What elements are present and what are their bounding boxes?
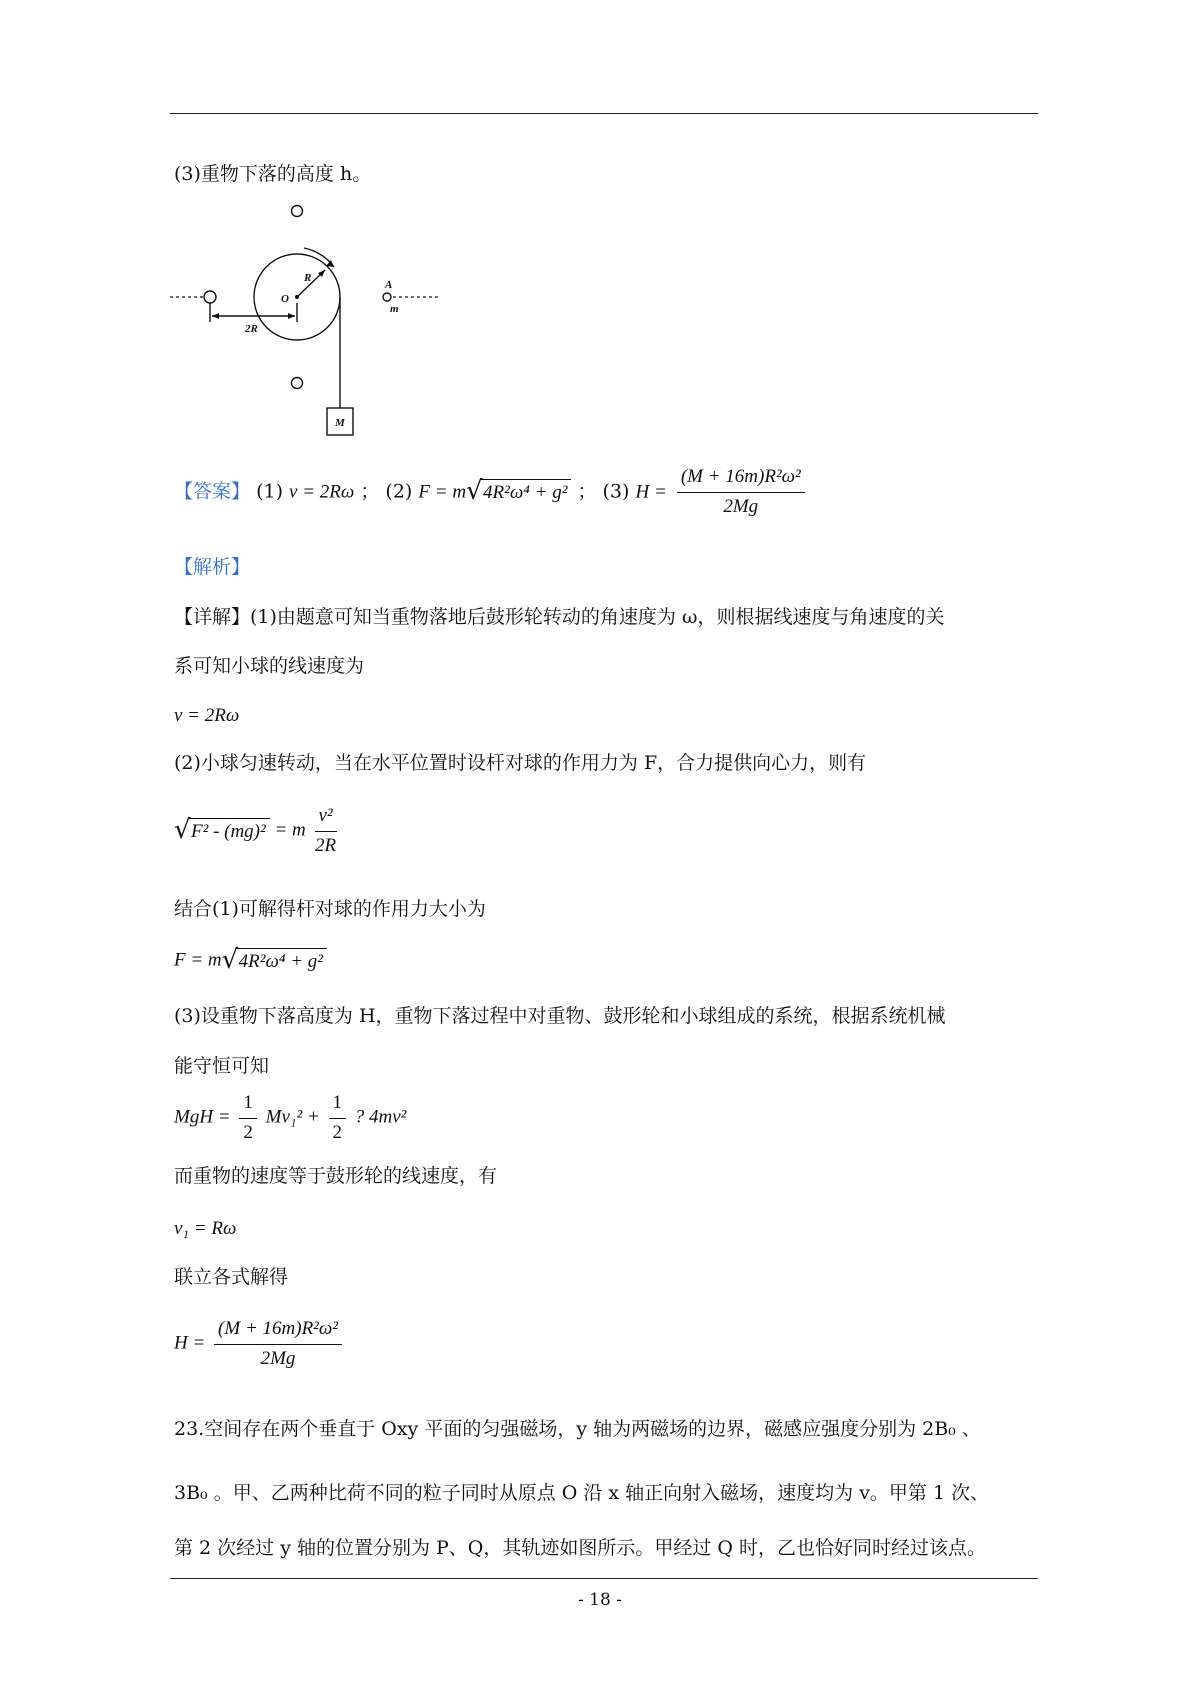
detail-line1-text: (1)由题意可知当重物落地后鼓形轮转动的角速度为 ω，则根据线速度与角速度的关 [250,606,945,628]
detail-eq3 [174,944,327,975]
label-O: O [281,293,289,305]
eq2-sqrt: √ F² - (mg)² [174,818,270,844]
dist-arrow-right [288,313,295,319]
answer-p3-numerator: (M + 16m)R²ω² [677,466,805,493]
eq2-denominator: 2R [315,834,337,856]
rotation-arrowhead [326,260,334,267]
label-2R: 2R [245,323,258,335]
detail-line6: 能守恒可知 [174,1055,270,1077]
eq4-term1: Mv₁² + [265,1106,320,1128]
detail-eq2 [174,805,341,858]
label-M: M [335,417,345,429]
label-R: R [304,272,312,284]
detail-eq6 [174,1318,346,1371]
eq4-frac2 [329,1092,347,1145]
eq4-frac1-den: 2 [243,1121,253,1143]
answer-p1-eq: v = 2Rω [289,481,355,503]
q23-line1: 23.空间存在两个垂直于 Oxy 平面的匀强磁场，y 轴为两磁场的边界，磁感应强度分别为 2B₀ 、 [174,1418,981,1440]
analysis-tag: 【解析】 [174,556,251,578]
pulley-diagram [168,190,468,460]
eq4-lhs: MgH = [174,1106,231,1128]
eq2-fraction [315,805,337,858]
left-ball [204,291,216,303]
answer-p3-fraction [677,466,805,519]
answer-p3-lhs: H = [635,481,667,503]
header-rule [170,113,1038,114]
answer-line [174,466,809,519]
detail-line7: 而重物的速度等于鼓形轮的线速度，有 [174,1165,498,1187]
detail-eq1: v = 2Rω [174,705,240,726]
page-number: - 18 - [578,1590,622,1610]
center-dot [295,295,299,299]
bottom-ball [292,378,303,389]
eq4-frac2-den: 2 [332,1121,343,1143]
answer-p2-radicand: 4R²ω⁴ + g² [480,479,571,505]
eq6-numerator: (M + 16m)R²ω² [214,1318,342,1345]
eq4-frac1 [239,1092,257,1145]
answer-sep2: ； [577,480,597,503]
eq3-sqrt: √ 4R²ω⁴ + g² [222,948,327,974]
q3-prompt: (3)重物下落的高度 h。 [174,163,372,185]
detail-tag: 【详解】 [174,606,251,628]
q23-line3: 第 2 次经过 y 轴的位置分别为 P、Q，其轨迹如图所示。甲经过 Q 时，乙也恰好同时经过该点。 [174,1537,987,1559]
eq4-frac2-num: 1 [329,1092,347,1119]
eq6-fraction [214,1318,342,1371]
detail-line5: (3)设重物下落高度为 H，重物下落过程中对重物、鼓形轮和小球组成的系统，根据系统机械 [174,1005,946,1027]
eq2-mid: = m [274,819,306,841]
top-ball [292,206,303,217]
label-A: A [385,279,393,291]
eq2-numerator: v² [315,805,337,832]
answer-p1-prefix: (1) [256,480,283,503]
answer-p3-prefix: (3) [602,480,630,503]
label-m: m [390,303,399,315]
detail-line3: (2)小球匀速转动，当在水平位置时设杆对球的作用力为 F，合力提供向心力，则有 [174,752,867,774]
detail-line8: 联立各式解得 [174,1266,289,1288]
detail-line2: 系可知小球的线速度为 [174,655,365,677]
detail-eq4 [174,1092,406,1145]
answer-sep1: ； [360,480,380,503]
q23-line2: 3B₀ 。甲、乙两种比荷不同的粒子同时从原点 O 沿 x 轴正向射入磁场，速度均为 v。甲第 1 次、 [174,1482,990,1504]
detail-line1 [174,606,944,629]
answer-p3-denominator: 2Mg [723,495,759,517]
detail-eq5: v₁ = Rω [174,1218,237,1239]
eq3-radicand: 4R²ω⁴ + g² [236,948,327,974]
answer-p2-prefix: (2) [385,480,413,503]
answer-p2-lhs: F = m [418,481,467,503]
detail-line4: 结合(1)可解得杆对球的作用力大小为 [174,898,486,920]
footer-rule [170,1578,1038,1579]
right-ball [383,293,391,301]
eq6-denominator: 2Mg [260,1347,296,1369]
eq4-term2: ? 4mv² [354,1106,407,1128]
answer-tag: 【答案】 [174,480,251,503]
eq4-frac1-num: 1 [239,1092,257,1119]
eq6-lhs: H = [174,1332,206,1354]
dist-arrow-left [212,313,219,319]
eq3-lhs: F = m [174,949,222,971]
eq2-radicand: F² - (mg)² [188,818,270,844]
answer-p2-sqrt: √ 4R²ω⁴ + g² [466,479,571,505]
